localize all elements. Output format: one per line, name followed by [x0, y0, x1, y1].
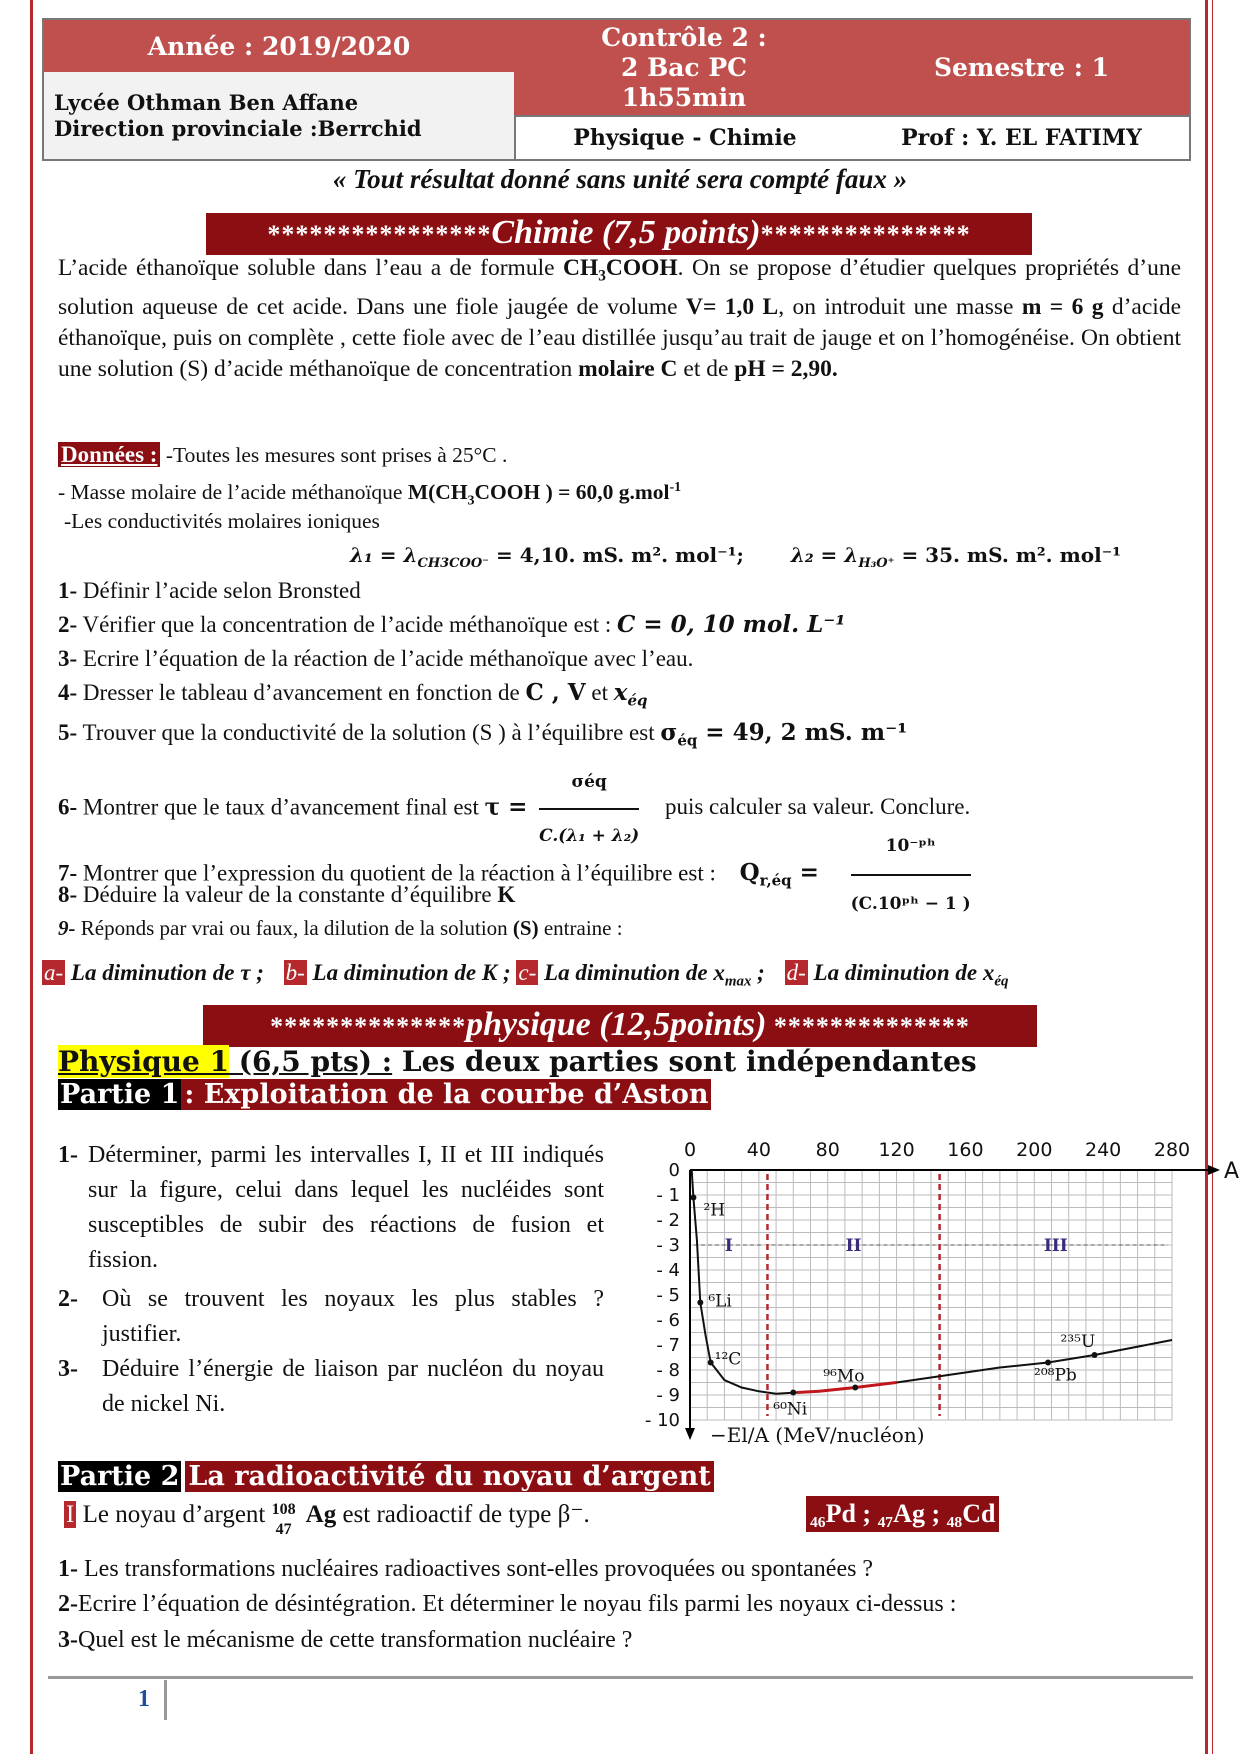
p2-q3-num: 3- [58, 1627, 78, 1653]
q5-num: 5- [58, 720, 78, 745]
ans-a-label: a- [44, 960, 64, 985]
aston-curve [692, 1170, 1172, 1394]
x-tick-label: 280 [1153, 1139, 1191, 1161]
ans-d-sub: éq [994, 973, 1009, 990]
y-tick-label: - 10 [644, 1410, 680, 1431]
x-axis-arrow [1208, 1165, 1220, 1175]
point-label: ¹²C [714, 1349, 742, 1370]
silver-symbol: Ag [305, 1501, 337, 1528]
p1-q2-text: Où se trouvent les noyaux les plus stables ? justifier. [102, 1286, 604, 1347]
control-line1: Contrôle 2 : [601, 22, 767, 52]
subject-cell [514, 115, 854, 159]
data-point [1092, 1352, 1098, 1358]
q7-fraction [851, 820, 971, 930]
intro-formula [562, 255, 678, 285]
data-point [708, 1360, 714, 1366]
ans-d-label: d- [786, 960, 806, 985]
y-tick-label: - 4 [656, 1260, 680, 1281]
q7-q-sym: Q [739, 859, 760, 887]
y-tick-label: - 6 [656, 1310, 680, 1331]
data-point [697, 1300, 703, 1306]
x-tick-label: 120 [878, 1139, 915, 1161]
point-label: ²H [703, 1200, 726, 1221]
partie2-intro-end: est radioactif de type β⁻. [336, 1501, 590, 1528]
y-axis-arrow [685, 1428, 695, 1440]
q7-num: 7- [58, 860, 78, 886]
chimie-banner [206, 213, 1032, 255]
data-point [790, 1390, 796, 1396]
p1-q3-num: 3- [58, 1356, 78, 1382]
right-border-line [1205, 0, 1208, 1754]
answers-line [42, 958, 1008, 997]
lambda-line [350, 540, 1121, 579]
q6-num: 6- [58, 794, 78, 820]
ans-a-text: La diminution de τ ; [65, 960, 264, 985]
p1-q2-num: 2- [58, 1286, 78, 1312]
chimie-title: Chimie (7,5 points) [491, 214, 761, 251]
physique1-pts: (6,5 pts) : [229, 1045, 393, 1078]
interval-label-3: III [1043, 1236, 1068, 1256]
donnees-2c: 3 [467, 493, 475, 509]
chimie-stars-right: *************** [760, 220, 971, 249]
p1-q1-num: 1- [58, 1142, 78, 1168]
left-border-line [30, 0, 33, 1754]
physique-banner [203, 1005, 1037, 1047]
nuclei-box: ₄₆Pd ; ₄₇Ag ; ₄₈Cd [806, 1496, 999, 1532]
q7-text: Montrer que l’expression du quotient de la réaction à l’équilibre est : [77, 860, 722, 886]
donnees-1: -Toutes les mesures sont prises à 25°C . [165, 443, 508, 467]
lambda2-sub: H₃O⁺ [858, 556, 895, 571]
chimie-q8 [58, 880, 515, 910]
partie2-intro [64, 1498, 590, 1539]
q5-math [660, 719, 908, 750]
q5-text: Trouver que la conductivité de la solution (S ) à l’équilibre est [77, 720, 661, 745]
p2-q1 [58, 1554, 873, 1584]
x-axis-label: A [1224, 1159, 1240, 1184]
q3-text: Ecrire l’équation de la réaction de l’acide méthanoïque avec l’eau. [77, 646, 694, 671]
q4-math: C , V [525, 679, 586, 706]
y-tick-label: - 3 [656, 1235, 680, 1256]
control-cell [514, 20, 854, 115]
q8-num: 8- [58, 882, 78, 907]
prof-cell [854, 115, 1189, 159]
silver-nucleus [271, 1501, 306, 1539]
q6-frac-num: σéq [539, 758, 639, 810]
partie2-title: La radioactivité du noyau d’argent [185, 1461, 713, 1492]
partie1-heading [58, 1078, 711, 1112]
q7-frac-num: 10⁻ᵖʰ [851, 820, 971, 876]
point-label: ⁶Li [708, 1291, 732, 1312]
q6-frac-den: C.(λ₁ + λ₂) [539, 826, 640, 846]
interval-label-1: I [724, 1236, 733, 1256]
intro-formula-a: CH [562, 255, 599, 281]
y-tick-label: - 9 [656, 1385, 680, 1406]
lambda1-sub: CH3COO⁻ [417, 556, 490, 571]
ans-c-sub: max [724, 973, 752, 990]
q4-et: et [585, 680, 614, 705]
p1-q3-text: Déduire l’énergie de liaison par nucléon du noyau de nickel Ni. [102, 1356, 604, 1417]
chimie-q2 [58, 610, 845, 640]
donnees-2a: - Masse molaire de l’acide méthanoïque [58, 480, 408, 505]
physique1-title [58, 1044, 977, 1080]
interval-label-2: II [845, 1236, 862, 1256]
ans-c-end: ; [751, 960, 765, 985]
lambda2 [790, 543, 1122, 571]
q2-num: 2- [58, 612, 78, 637]
y-tick-label: - 1 [656, 1185, 680, 1206]
q7-frac-den: (C.10ᵖʰ − 1 ) [850, 894, 971, 914]
point-label: ²³⁵U [1060, 1332, 1096, 1352]
q7-q [739, 859, 819, 890]
q7-q-sub: r,éq [759, 871, 792, 890]
chimie-stars-left: **************** [267, 220, 492, 249]
control-line3: 1h55min [621, 82, 747, 112]
point-label: ⁶⁰Ni [773, 1399, 808, 1420]
p1-q2 [58, 1282, 604, 1352]
partie2-intro-text: Le noyau d’argent [76, 1501, 272, 1528]
p1-q1 [58, 1138, 604, 1278]
donnees-line-3: -Les conductivités molaires ioniques [64, 509, 380, 533]
q3-num: 3- [58, 646, 78, 671]
p2-q2 [58, 1589, 956, 1619]
ans-c-text: La diminution de x [538, 960, 725, 985]
prof-text: Prof : Y. EL FATIMY [901, 125, 1142, 151]
silver-mass: 108 [271, 1501, 296, 1519]
q2-math: C = 0, 10 mol. L⁻¹ [617, 611, 846, 638]
q5-sub: éq [677, 731, 698, 750]
p2-q2-num: 2- [58, 1591, 78, 1617]
school-line2: Direction provinciale :Berrchid [54, 115, 422, 141]
y-tick-label: - 8 [656, 1360, 680, 1381]
physique-stars-left: ************** [270, 1012, 467, 1041]
lambda2-sym: λ₂ = λ [790, 543, 859, 567]
q9-num: 9- [58, 916, 76, 940]
q5-val: = 49, 2 mS. m⁻¹ [697, 719, 908, 746]
physique-title: physique (12,5points) [466, 1006, 767, 1043]
point-label: ²⁰⁸Pb [1034, 1365, 1077, 1386]
q7-eq: = [791, 859, 819, 887]
intro-text-4: d’acide éthanoïque, puis on complète , cette fiole avec de l’eau distillée jusqu’au trait de jauge et on l’homogénéise. On obtient une solution (S) d’acide méthanoïque de concentration [58, 293, 1182, 382]
page-number: 1 [138, 1686, 150, 1712]
y-tick-label: - 7 [656, 1335, 680, 1356]
semester-text: Semestre : 1 [933, 53, 1110, 82]
donnees-2e: -1 [669, 480, 682, 495]
lambda1 [350, 543, 744, 571]
chimie-q1 [58, 576, 361, 606]
x-tick-label: 40 [746, 1139, 771, 1161]
ans-c-label: c- [518, 960, 537, 985]
q4-x-sym: x [613, 679, 628, 706]
warning-text: « Tout résultat donné sans unité sera compté faux » [332, 164, 908, 194]
control-line2: 2 Bac PC [620, 52, 748, 82]
school-cell [44, 72, 514, 159]
right-border-line-2 [1212, 0, 1213, 1754]
donnees-2b: M(CH [407, 480, 468, 505]
q1-text: Définir l’acide selon Bronsted [77, 578, 361, 603]
intro-text-5: et de [677, 355, 735, 382]
semester-cell [854, 20, 1189, 115]
p2-q3-text: Quel est le mécanisme de cette transformation nucléaire ? [78, 1627, 633, 1653]
chimie-intro [58, 253, 1181, 385]
q4-text: Dresser le tableau d’avancement en fonction de [77, 680, 526, 705]
q6-tau: τ = [484, 793, 528, 821]
intro-molaire: molaire C [578, 355, 678, 382]
chimie-q4 [58, 678, 647, 716]
intro-text-3: , on introduit une masse [778, 293, 1022, 320]
header-box [42, 18, 1191, 161]
lambda1-val: = 4,10. mS. m². mol⁻¹; [489, 543, 744, 567]
p2-q2-text: Ecrire l’équation de désintégration. Et déterminer le noyau fils parmi les noyaux ci-dessus : [78, 1591, 957, 1617]
lambda2-val: = 35. mS. m². mol⁻¹ [894, 543, 1122, 567]
donnees-molar-mass [407, 480, 682, 509]
intro-text-1: L’acide éthanoïque soluble dans l’eau a de formule [58, 255, 563, 281]
intro-formula-sub: 3 [598, 267, 606, 285]
chimie-q3 [58, 644, 693, 674]
q8-k: K [497, 882, 516, 907]
physique1-label: Physique 1 [58, 1045, 230, 1078]
p2-q3 [58, 1625, 632, 1655]
lambda1-sym: λ₁ = λ [350, 543, 418, 567]
donnees-line-1 [58, 440, 507, 470]
donnees-label: Données : [58, 442, 160, 467]
donnees-2d: COOH ) = 60,0 g.mol [474, 480, 670, 505]
q4-x-sub: éq [627, 691, 648, 710]
partie1-title: : Exploitation de la courbe d’Aston [181, 1079, 711, 1110]
y-tick-label: - 2 [656, 1210, 680, 1231]
silver-z: 47 [275, 1521, 292, 1539]
point-label: ⁹⁶Mo [823, 1366, 865, 1387]
partie2-heading [58, 1460, 714, 1494]
footer-line [48, 1676, 1193, 1679]
p1-q3 [58, 1352, 604, 1422]
intro-formula-b: COOH [605, 255, 678, 281]
school-line1: Lycée Othman Ben Affane [54, 89, 359, 115]
chimie-q5 [58, 718, 907, 756]
p1-q1-text: Déterminer, parmi les intervalles I, II et III indiqués sur la figure, celui dans lequel les nucléides sont susceptibles de subir des réactions de fusion et fission. [88, 1142, 604, 1273]
partie1-label: Partie 1 [60, 1079, 180, 1110]
p2-q1-text: Les transformations nucléaires radioactives sont-elles provoquées ou spontanées ? [78, 1556, 874, 1582]
q6-end: puis calculer sa valeur. Conclure. [664, 794, 971, 820]
year-cell [44, 20, 514, 72]
q9-end: entraine : [538, 916, 623, 940]
partie2-roman: I [66, 1501, 75, 1528]
x-tick-label: 160 [947, 1139, 984, 1161]
ans-b-text: La diminution de K ; [306, 960, 511, 985]
y-axis-label: −El/A (MeV/nucléon) [710, 1423, 925, 1447]
q9-text: Réponds par vrai ou faux, la dilution de la solution [75, 916, 513, 940]
physique1-rest: Les deux parties sont indépendantes [392, 1045, 977, 1078]
partie2-label: Partie 2 [60, 1461, 180, 1492]
footer-divider [164, 1680, 167, 1720]
q6-text: Montrer que le taux d’avancement final est [77, 794, 485, 820]
intro-ph: pH = 2,90. [734, 355, 838, 382]
q2-text: Vérifier que la concentration de l’acide méthanoïque est : [77, 612, 618, 637]
x-tick-label: 0 [683, 1139, 697, 1161]
q9-s: (S) [512, 916, 539, 940]
ans-b-label: b- [285, 960, 305, 985]
q5-sigma: σ [660, 719, 678, 746]
aston-chart [620, 1120, 1240, 1450]
y-tick-label: - 5 [656, 1285, 680, 1306]
intro-volume: V= 1,0 L [686, 293, 779, 320]
x-tick-label: 80 [815, 1139, 840, 1161]
subject-text: Physique - Chimie [573, 125, 797, 151]
x-tick-label: 200 [1016, 1139, 1053, 1161]
physique-stars-right: ************** [766, 1012, 970, 1041]
q4-num: 4- [58, 680, 78, 705]
q8-text: Déduire la valeur de la constante d’équilibre [77, 882, 498, 907]
data-point [690, 1195, 696, 1201]
intro-mass: m = 6 g [1021, 293, 1104, 320]
intro-text-2: . On se propose d’étudier quelques propriétés d’une solution aqueuse de cet acide. Dans une fiole jaugée de volume [58, 255, 1181, 320]
year-text: Année : 2019/2020 [147, 31, 411, 61]
ans-d-text: La diminution de x [807, 960, 995, 985]
chimie-q9 [58, 913, 623, 943]
q1-num: 1- [58, 578, 78, 603]
q4-x [613, 679, 648, 710]
y-tick-label: 0 [668, 1160, 680, 1181]
p2-q1-num: 1- [58, 1556, 78, 1582]
x-tick-label: 240 [1085, 1139, 1122, 1161]
